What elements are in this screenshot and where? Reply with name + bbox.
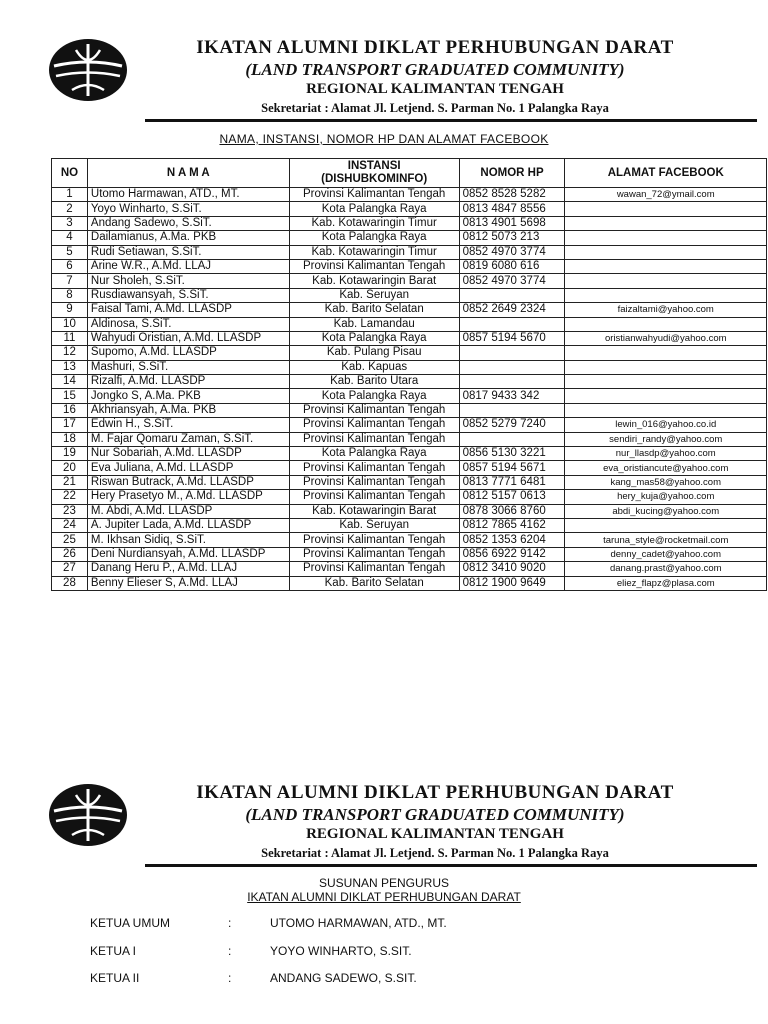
table-row [52, 562, 767, 576]
cell-facebook [565, 403, 767, 417]
cell-nama: Aldinosa, S.SiT. [87, 317, 289, 331]
cell-nama: Dailamianus, A.Ma. PKB [87, 231, 289, 245]
cell-facebook [565, 518, 767, 532]
cell-hp [459, 375, 565, 389]
org-title: IKATAN ALUMNI DIKLAT PERHUBUNGAN DARAT [196, 37, 674, 58]
cell-facebook: abdi_kucing@yahoo.com [565, 504, 767, 518]
col-header-no: NO [52, 159, 88, 188]
officer-name: UTOMO HARMAWAN, ATD., MT. [270, 916, 447, 930]
table-row [52, 475, 767, 489]
cell-hp: 0852 5279 7240 [459, 418, 565, 432]
cell-no: 2 [52, 202, 88, 216]
cell-nama: Andang Sadewo, S.SiT. [87, 216, 289, 230]
header-rule [145, 864, 757, 867]
cell-nama: M. Fajar Qomaru Zaman, S.SiT. [87, 432, 289, 446]
cell-no: 9 [52, 303, 88, 317]
cell-facebook [565, 389, 767, 403]
cell-no: 25 [52, 533, 88, 547]
cell-hp: 0812 5073 213 [459, 231, 565, 245]
org-region: REGIONAL KALIMANTAN TENGAH [306, 81, 564, 97]
cell-facebook: nur_llasdp@yahoo.com [565, 447, 767, 461]
cell-hp [459, 432, 565, 446]
cell-nama: Mashuri, S.SiT. [87, 360, 289, 374]
cell-facebook: denny_cadet@yahoo.com [565, 547, 767, 561]
cell-hp: 0813 4847 8556 [459, 202, 565, 216]
cell-hp: 0857 5194 5671 [459, 461, 565, 475]
cell-no: 19 [52, 447, 88, 461]
cell-hp [459, 346, 565, 360]
col-header-hp: NOMOR HP [459, 159, 565, 188]
section-subtitle [0, 890, 768, 904]
cell-facebook: eva_oristiancute@yahoo.com [565, 461, 767, 475]
cell-instansi: Kab. Kotawaringin Timur [289, 216, 459, 230]
col-header-instansi: INSTANSI (DISHUBKOMINFO) [289, 159, 459, 188]
col-header-nama: N A M A [87, 159, 289, 188]
table-row [52, 245, 767, 259]
table-row [52, 331, 767, 345]
table-row [52, 375, 767, 389]
cell-nama: Nur Sobariah, A.Md. LLASDP [87, 447, 289, 461]
cell-facebook [565, 202, 767, 216]
cell-instansi: Kota Palangka Raya [289, 331, 459, 345]
cell-instansi: Kab. Seruyan [289, 288, 459, 302]
table-row [52, 547, 767, 561]
table-row [52, 518, 767, 532]
table-row [52, 346, 767, 360]
col-header-fb: ALAMAT FACEBOOK [565, 159, 767, 188]
table-row [52, 259, 767, 273]
cell-hp: 0857 5194 5670 [459, 331, 565, 345]
cell-hp: 0852 2649 2324 [459, 303, 565, 317]
cell-facebook: taruna_style@rocketmail.com [565, 533, 767, 547]
cell-no: 4 [52, 231, 88, 245]
cell-facebook [565, 274, 767, 288]
org-subtitle: (LAND TRANSPORT GRADUATED COMMUNITY) [245, 805, 625, 824]
cell-no: 5 [52, 245, 88, 259]
cell-nama: Rudi Setiawan, S.SiT. [87, 245, 289, 259]
cell-instansi: Kota Palangka Raya [289, 389, 459, 403]
cell-instansi: Provinsi Kalimantan Tengah [289, 461, 459, 475]
table-row [52, 216, 767, 230]
cell-nama: Wahyudi Oristian, A.Md. LLASDP [87, 331, 289, 345]
cell-no: 21 [52, 475, 88, 489]
cell-facebook [565, 375, 767, 389]
table-row [52, 504, 767, 518]
cell-hp: 0812 5157 0613 [459, 490, 565, 504]
cell-hp: 0878 3066 8760 [459, 504, 565, 518]
cell-hp: 0812 7865 4162 [459, 518, 565, 532]
cell-facebook: hery_kuja@yahoo.com [565, 490, 767, 504]
org-title: IKATAN ALUMNI DIKLAT PERHUBUNGAN DARAT [196, 782, 674, 803]
cell-facebook: eliez_flapz@plasa.com [565, 576, 767, 590]
cell-hp [459, 360, 565, 374]
officer-colon: : [228, 916, 232, 930]
cell-instansi: Provinsi Kalimantan Tengah [289, 259, 459, 273]
table-row [52, 231, 767, 245]
table-row [52, 360, 767, 374]
cell-hp: 0856 6922 9142 [459, 547, 565, 561]
cell-nama: Utomo Harmawan, ATD., MT. [87, 188, 289, 202]
org-address: Sekretariat : Alamat Jl. Letjend. S. Parman No. 1 Palangka Raya [261, 101, 609, 115]
table-row [52, 418, 767, 432]
cell-no: 27 [52, 562, 88, 576]
cell-nama: Eva Juliana, A.Md. LLASDP [87, 461, 289, 475]
cell-no: 14 [52, 375, 88, 389]
cell-facebook: oristianwahyudi@yahoo.com [565, 331, 767, 345]
table-row [52, 490, 767, 504]
cell-instansi: Kab. Barito Selatan [289, 303, 459, 317]
table-row [52, 202, 767, 216]
officer-colon: : [228, 944, 232, 958]
cell-nama: Rusdiawansyah, S.SiT. [87, 288, 289, 302]
cell-instansi: Kab. Barito Selatan [289, 576, 459, 590]
table-row [52, 576, 767, 590]
cell-nama: Riswan Butrack, A.Md. LLASDP [87, 475, 289, 489]
officer-colon: : [228, 971, 232, 985]
cell-facebook: sendiri_randy@yahoo.com [565, 432, 767, 446]
cell-nama: Benny Elieser S, A.Md. LLAJ [87, 576, 289, 590]
cell-nama: Danang Heru P., A.Md. LLAJ [87, 562, 289, 576]
org-address: Sekretariat : Alamat Jl. Letjend. S. Parman No. 1 Palangka Raya [261, 846, 609, 860]
cell-nama: Deni Nurdiansyah, A.Md. LLASDP [87, 547, 289, 561]
list-title [0, 132, 768, 146]
cell-no: 8 [52, 288, 88, 302]
cell-instansi: Provinsi Kalimantan Tengah [289, 490, 459, 504]
cell-no: 16 [52, 403, 88, 417]
officer-name: YOYO WINHARTO, S.SIT. [270, 944, 412, 958]
cell-hp: 0852 8528 5282 [459, 188, 565, 202]
cell-nama: Faisal Tami, A.Md. LLASDP [87, 303, 289, 317]
org-subtitle: (LAND TRANSPORT GRADUATED COMMUNITY) [245, 60, 625, 79]
cell-nama: M. Abdi, A.Md. LLASDP [87, 504, 289, 518]
section-subtitle-text: IKATAN ALUMNI DIKLAT PERHUBUNGAN DARAT [247, 890, 521, 904]
cell-no: 23 [52, 504, 88, 518]
table-row [52, 403, 767, 417]
cell-instansi: Kab. Kapuas [289, 360, 459, 374]
table-row [52, 432, 767, 446]
table-row [52, 288, 767, 302]
cell-facebook: lewin_016@yahoo.co.id [565, 418, 767, 432]
cell-no: 12 [52, 346, 88, 360]
cell-no: 7 [52, 274, 88, 288]
dishub-logo-icon [46, 781, 130, 849]
table-row [52, 274, 767, 288]
cell-facebook [565, 245, 767, 259]
cell-hp: 0817 9433 342 [459, 389, 565, 403]
cell-nama: Edwin H., S.SiT. [87, 418, 289, 432]
cell-facebook [565, 288, 767, 302]
cell-facebook: kang_mas58@yahoo.com [565, 475, 767, 489]
cell-instansi: Kab. Pulang Pisau [289, 346, 459, 360]
cell-no: 17 [52, 418, 88, 432]
cell-instansi: Provinsi Kalimantan Tengah [289, 562, 459, 576]
section-title: SUSUNAN PENGURUS [318, 876, 450, 890]
cell-nama: Rizalfi, A.Md. LLASDP [87, 375, 289, 389]
cell-hp: 0852 4970 3774 [459, 245, 565, 259]
cell-no: 24 [52, 518, 88, 532]
officer-role: KETUA I [90, 944, 137, 958]
table-header-row [52, 159, 767, 188]
table-row [52, 303, 767, 317]
cell-no: 22 [52, 490, 88, 504]
cell-hp [459, 403, 565, 417]
header-rule [145, 119, 757, 122]
cell-no: 10 [52, 317, 88, 331]
cell-no: 28 [52, 576, 88, 590]
cell-no: 18 [52, 432, 88, 446]
cell-no: 11 [52, 331, 88, 345]
cell-nama: Hery Prasetyo M., A.Md. LLASDP [87, 490, 289, 504]
cell-hp: 0813 4901 5698 [459, 216, 565, 230]
cell-no: 15 [52, 389, 88, 403]
cell-no: 3 [52, 216, 88, 230]
cell-instansi: Kab. Seruyan [289, 518, 459, 532]
cell-nama: Akhriansyah, A.Ma. PKB [87, 403, 289, 417]
officer-name: ANDANG SADEWO, S.SIT. [270, 971, 417, 985]
cell-hp [459, 288, 565, 302]
cell-hp: 0852 1353 6204 [459, 533, 565, 547]
cell-instansi: Provinsi Kalimantan Tengah [289, 533, 459, 547]
cell-instansi: Kab. Kotawaringin Barat [289, 504, 459, 518]
cell-hp: 0812 1900 9649 [459, 576, 565, 590]
cell-hp [459, 317, 565, 331]
members-table [51, 158, 767, 591]
table-row [52, 447, 767, 461]
cell-nama: Jongko S, A.Ma. PKB [87, 389, 289, 403]
cell-hp: 0819 6080 616 [459, 259, 565, 273]
cell-no: 13 [52, 360, 88, 374]
cell-instansi: Kota Palangka Raya [289, 447, 459, 461]
cell-facebook [565, 231, 767, 245]
cell-no: 6 [52, 259, 88, 273]
cell-nama: Nur Sholeh, S.SiT. [87, 274, 289, 288]
cell-hp: 0856 5130 3221 [459, 447, 565, 461]
cell-no: 20 [52, 461, 88, 475]
cell-nama: Arine W.R., A.Md. LLAJ [87, 259, 289, 273]
cell-instansi: Provinsi Kalimantan Tengah [289, 418, 459, 432]
table-row [52, 533, 767, 547]
cell-instansi: Kab. Barito Utara [289, 375, 459, 389]
cell-instansi: Kab. Kotawaringin Timur [289, 245, 459, 259]
cell-instansi: Kota Palangka Raya [289, 231, 459, 245]
cell-nama: M. Ikhsan Sidiq, S.SiT. [87, 533, 289, 547]
cell-facebook: wawan_72@ymail.com [565, 188, 767, 202]
list-title-text: NAMA, INSTANSI, NOMOR HP DAN ALAMAT FACEBOOK [219, 132, 549, 146]
cell-nama: Yoyo Winharto, S.SiT. [87, 202, 289, 216]
cell-instansi: Provinsi Kalimantan Tengah [289, 188, 459, 202]
cell-facebook: faizaltami@yahoo.com [565, 303, 767, 317]
dishub-logo-icon [46, 36, 130, 104]
cell-facebook [565, 346, 767, 360]
cell-nama: Supomo, A.Md. LLASDP [87, 346, 289, 360]
cell-instansi: Kab. Kotawaringin Barat [289, 274, 459, 288]
table-row [52, 389, 767, 403]
cell-facebook [565, 216, 767, 230]
cell-hp: 0813 7771 6481 [459, 475, 565, 489]
cell-facebook [565, 360, 767, 374]
table-row [52, 317, 767, 331]
table-row [52, 188, 767, 202]
cell-instansi: Kab. Lamandau [289, 317, 459, 331]
cell-facebook [565, 259, 767, 273]
officer-role: KETUA II [90, 971, 140, 985]
cell-hp: 0812 3410 9020 [459, 562, 565, 576]
table-row [52, 461, 767, 475]
cell-instansi: Provinsi Kalimantan Tengah [289, 475, 459, 489]
cell-instansi: Provinsi Kalimantan Tengah [289, 403, 459, 417]
org-region: REGIONAL KALIMANTAN TENGAH [306, 826, 564, 842]
officer-role: KETUA UMUM [90, 916, 171, 930]
cell-nama: A. Jupiter Lada, A.Md. LLASDP [87, 518, 289, 532]
cell-no: 26 [52, 547, 88, 561]
cell-facebook: danang.prast@yahoo.com [565, 562, 767, 576]
cell-no: 1 [52, 188, 88, 202]
cell-hp: 0852 4970 3774 [459, 274, 565, 288]
cell-instansi: Provinsi Kalimantan Tengah [289, 432, 459, 446]
cell-instansi: Kota Palangka Raya [289, 202, 459, 216]
cell-instansi: Provinsi Kalimantan Tengah [289, 547, 459, 561]
cell-facebook [565, 317, 767, 331]
